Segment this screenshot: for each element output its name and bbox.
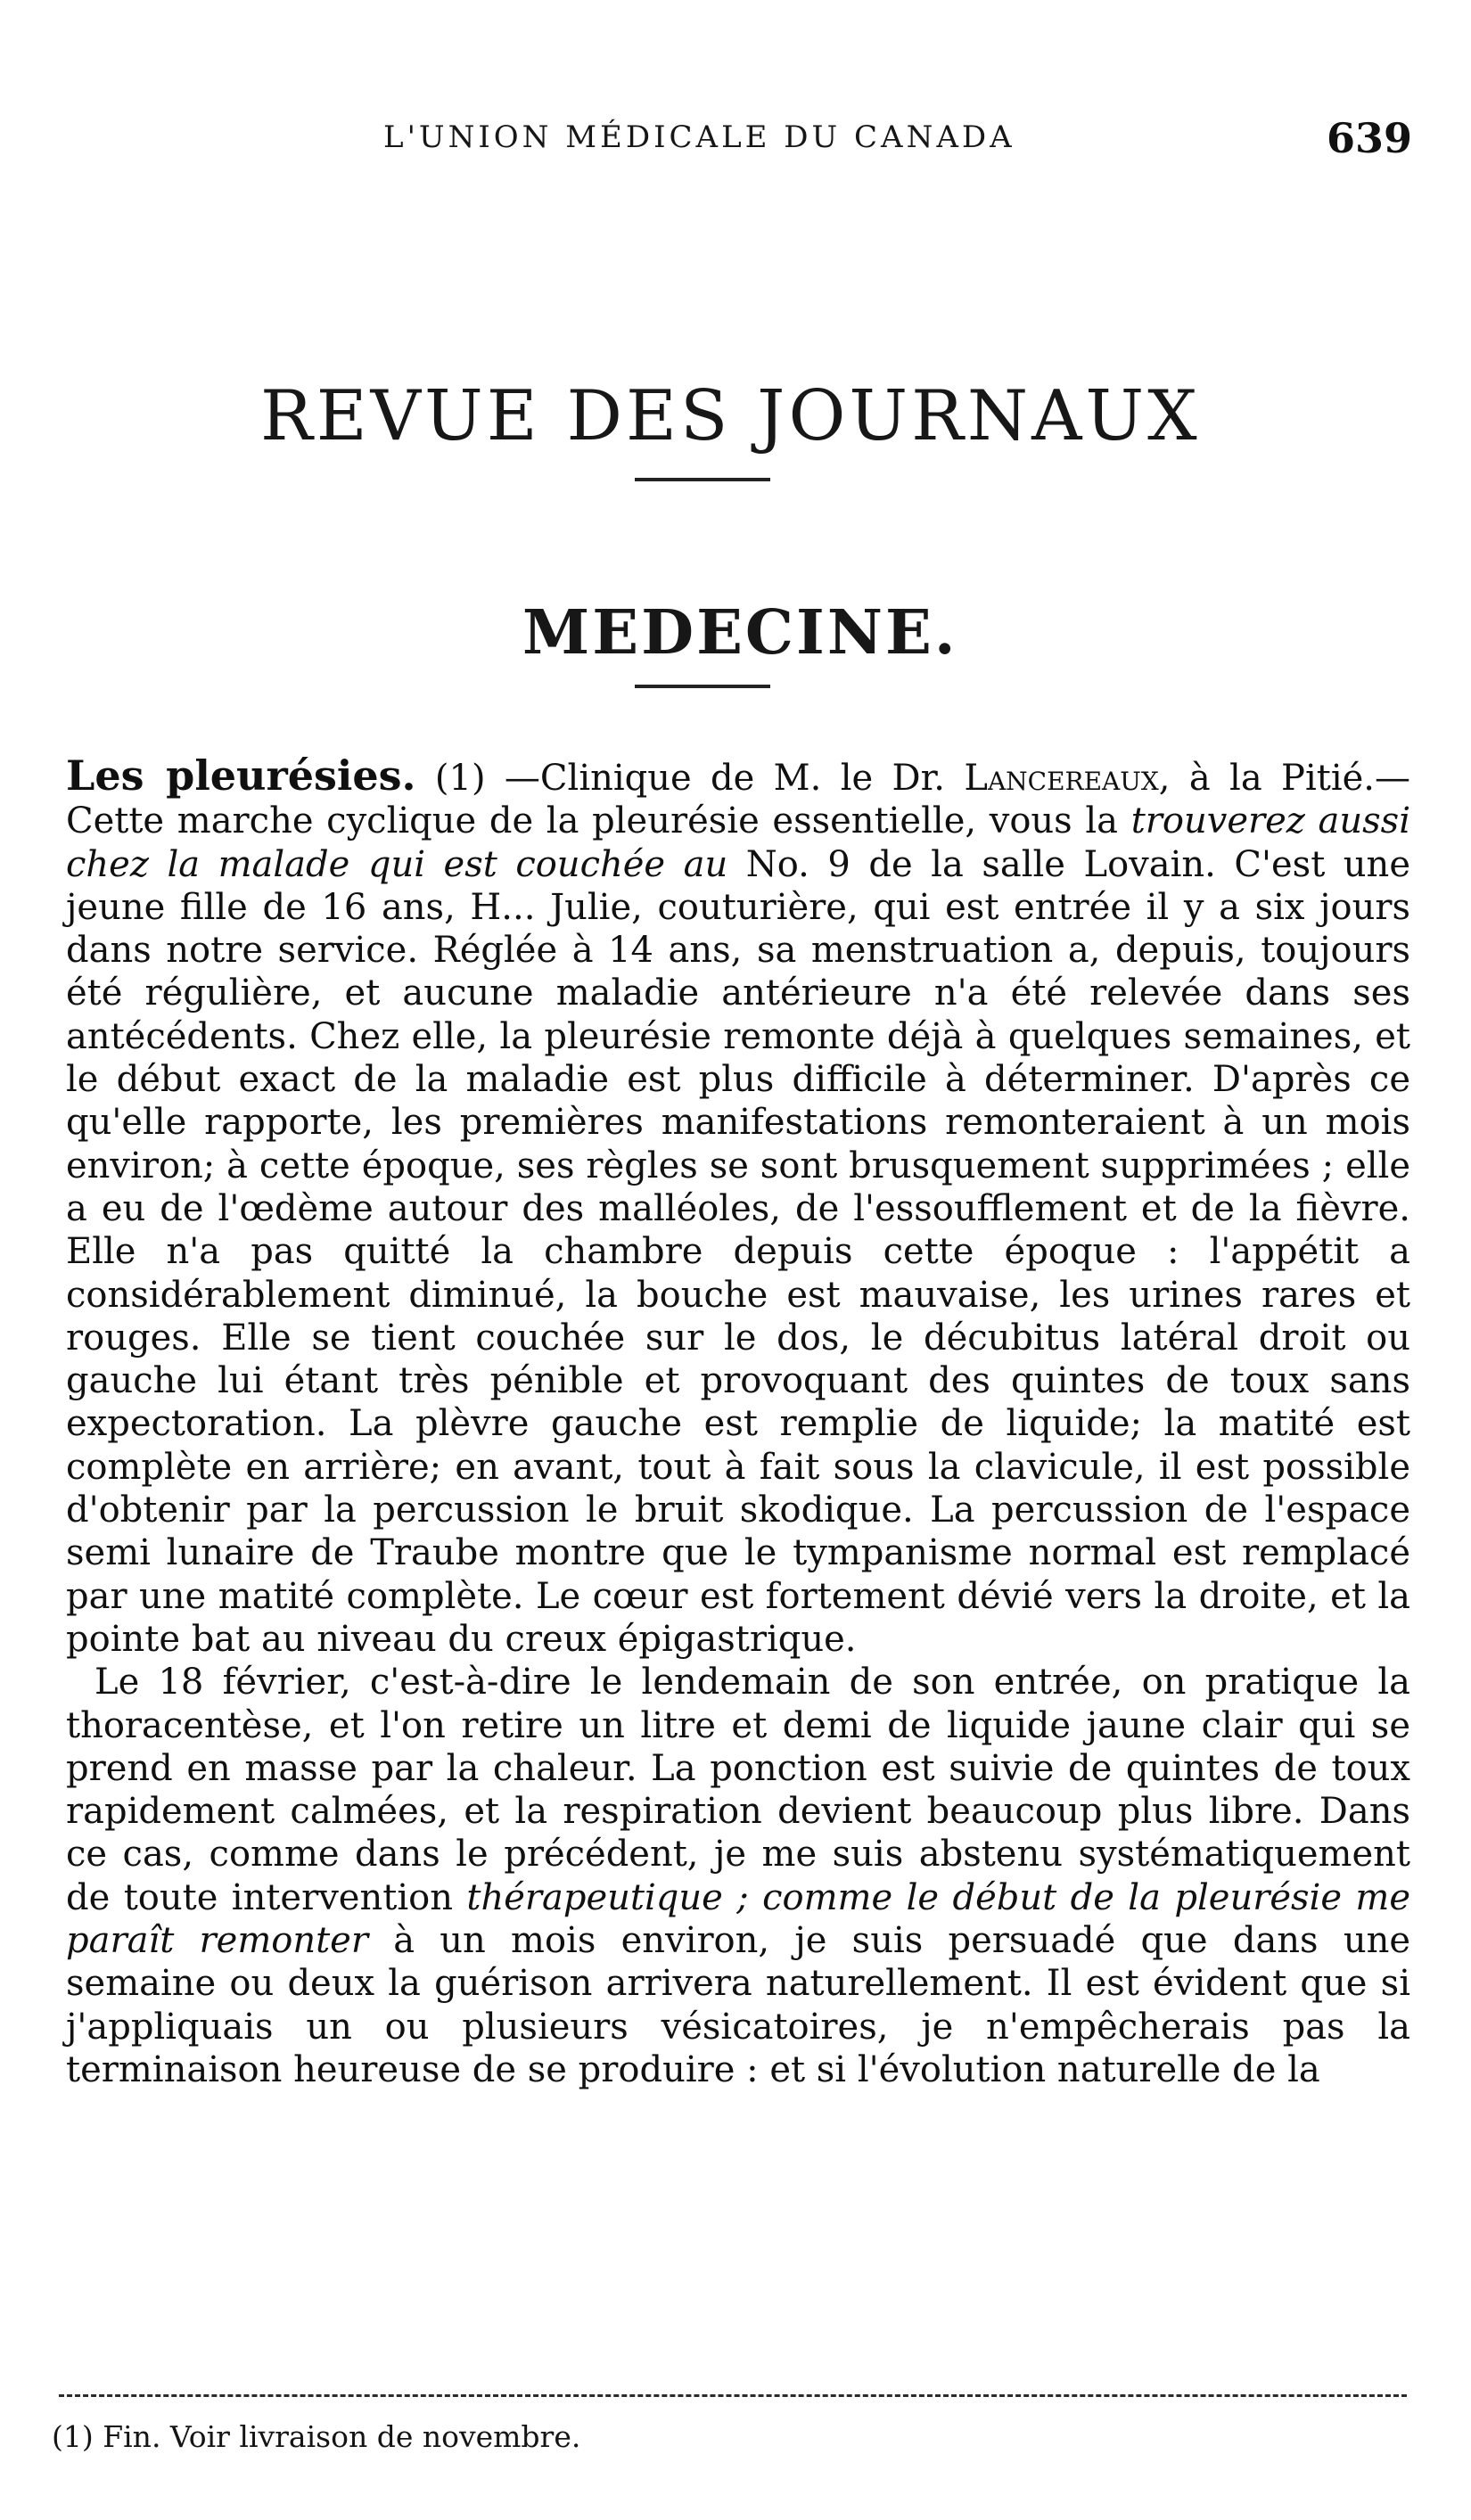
- title-divider-lower: [635, 685, 770, 688]
- page-number: 639: [1327, 114, 1413, 162]
- article-title: Les pleurésies.: [66, 751, 416, 800]
- article-paragraph-1: [66, 751, 1411, 1661]
- paragraph-2-text-part-2: à un mois environ, je suis persuadé que dans une semaine ou deux la guérison arrivera naturellement. Il est évident que si j'appliquais un ou plusieurs vésicatoires, je n'empêcherais pas la terminaison heureuse de se produire : et si l'évolution naturelle de la: [66, 1920, 1411, 2090]
- title-divider-upper: [635, 478, 770, 481]
- footnote: (1) Fin. Voir livraison de novembre.: [52, 2419, 581, 2454]
- paragraph-1-text-part-1: (1) —Clinique de M. le Dr.: [415, 758, 965, 799]
- article-body: [66, 751, 1411, 2091]
- paragraph-2-text-part-1: Le 18 février, c'est-à-dire le lendemain de son entrée, on pratique la thoracentèse, et l'on retire un litre et demi de liquide jaune clair qui se prend en masse par la chaleur. La ponction est suivie de quintes de toux rapidement calmées, et la respiration devient beaucoup plus libre. Dans ce cas, comme dans le précédent, je me suis abstenu systématiquement de toute intervention: [66, 1662, 1410, 1918]
- footnote-divider: [59, 2394, 1407, 2397]
- article-paragraph-2: [66, 1661, 1410, 2091]
- paragraph-1-text-part-3: No. 9 de la salle Lovain. C'est une jeune fille de 16 ans, H... Julie, couturière, qui est entrée il y a six jours dans notre service. Réglée à 14 ans, sa menstruation a, depuis, toujours été régulière, et aucune maladie antérieure n'a été relevée dans ses antécédents. Chez elle, la pleurésie remonte déjà à quelques semaines, et le début exact de la maladie est plus difficile à déterminer. D'après ce qu'elle rapporte, les premières manifestations remonteraient à un mois environ; à cette époque, ses règles se sont brusquement supprimées ; elle a eu de l'œdème autour des malléoles, de l'essoufflement et de la fièvre. Elle n'a pas quitté la chambre depuis cette époque : l'appétit a considérablement diminué, la bouche est mauvaise, les urines rares et rouges. Elle se tient couchée sur le dos, le décubitus latéral droit ou gauche lui étant très pénible et provoquant des quintes de toux sans expectoration. La plèvre gauche est remplie de liquide; la matité est complète en arrière; en avant, tout à fait sous la clavicule, il est possible d'obtenir par la percussion le bruit skodique. La percussion de l'espace semi lunaire de Traube montre que le tympanisme normal est remplacé par une matité complète. Le cœur est fortement dévié vers la droite, et la pointe bat au niveau du creux épigastrique.: [66, 843, 1410, 1660]
- paragraph-1-italic-text: trouverez aussi chez la malade qui est couchée au: [66, 800, 1410, 885]
- running-header-title: L'UNION MÉDICALE DU CANADA: [383, 119, 1015, 155]
- paragraph-1-text-part-2: , à la Pitié.—Cette marche cyclique de la pleurésie essentielle, vous la: [66, 758, 1411, 842]
- paragraph-2-italic-text: thérapeutique ; comme le début de la pleurésie me paraît remonter: [66, 1876, 1411, 1962]
- clinician-name: Lancereaux: [964, 758, 1159, 799]
- section-title: REVUE DES JOURNAUX: [260, 376, 1201, 457]
- subsection-title: MEDECINE.: [522, 597, 958, 669]
